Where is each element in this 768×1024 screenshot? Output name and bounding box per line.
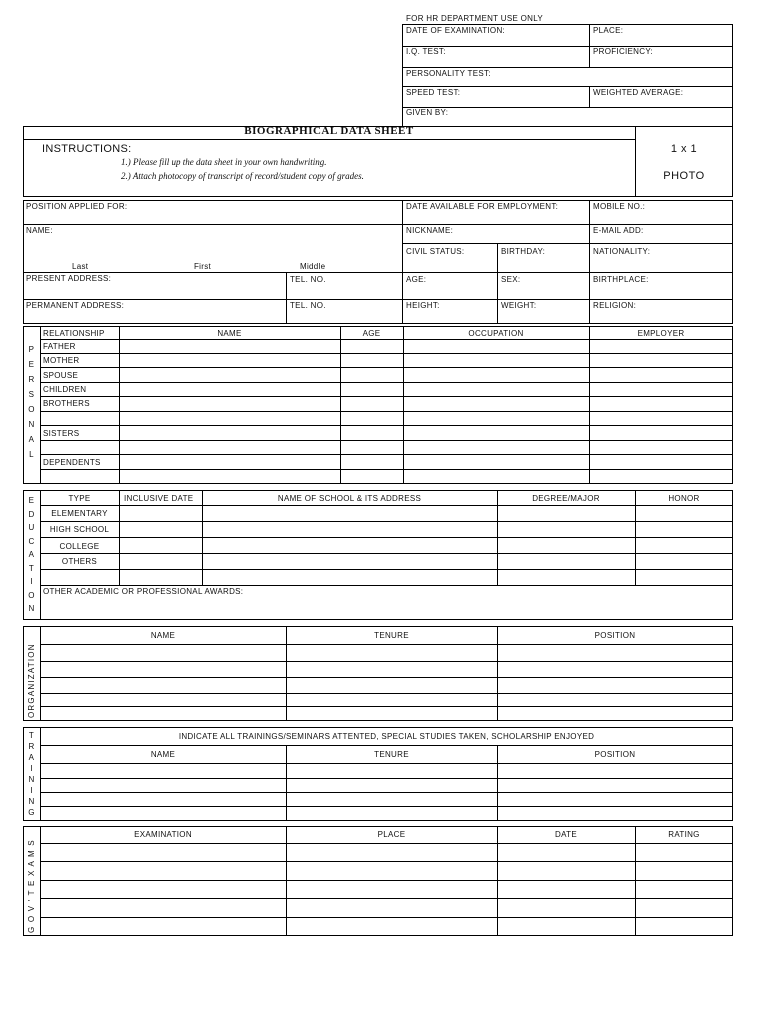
birthday-field[interactable]: BIRTHDAY: <box>501 247 546 256</box>
religion-field[interactable]: RELIGION: <box>593 301 637 310</box>
name-first-caption: First <box>194 262 212 271</box>
govt-exams-side-label: G O V ' T E X A M S <box>27 839 36 933</box>
civil-status-field[interactable]: CIVIL STATUS: <box>406 247 465 256</box>
education-header-inclusive-date: INCLUSIVE DATE <box>124 494 194 503</box>
organization-header-tenure: TENURE <box>374 631 409 640</box>
weight-field[interactable]: WEIGHT: <box>501 301 537 310</box>
education-header-school: NAME OF SCHOOL & ITS ADDRESS <box>277 494 422 503</box>
hr-personality-test[interactable]: PERSONALITY TEST: <box>406 69 491 78</box>
family-header-age: AGE <box>362 329 381 338</box>
hr-proficiency[interactable]: PROFICIENCY: <box>593 47 654 56</box>
hr-section-title: FOR HR DEPARTMENT USE ONLY <box>406 14 544 23</box>
education-row-high-school: HIGH SCHOOL <box>49 525 110 534</box>
personal-side-label: P E R S O N A L <box>28 345 35 459</box>
age-field[interactable]: AGE: <box>406 275 427 284</box>
instruction-2: 2.) Attach photocopy of transcript of record/student copy of grades. <box>121 171 364 181</box>
other-awards-field[interactable]: OTHER ACADEMIC OR PROFESSIONAL AWARDS: <box>43 587 244 596</box>
hr-iq-test[interactable]: I.Q. TEST: <box>406 47 446 56</box>
family-row-brothers: BROTHERS <box>43 399 90 408</box>
education-side-label: E D U C A T I O N <box>28 496 35 613</box>
family-header-occupation: OCCUPATION <box>468 329 524 338</box>
exams-header-place: PLACE <box>377 830 406 839</box>
nickname-field[interactable]: NICKNAME: <box>406 226 454 235</box>
email-field[interactable]: E-MAIL ADD: <box>593 226 644 235</box>
family-header-employer: EMPLOYER <box>637 329 685 338</box>
training-header-name: NAME <box>150 750 176 759</box>
sex-field[interactable]: SEX: <box>501 275 521 284</box>
position-applied-field[interactable]: POSITION APPLIED FOR: <box>26 202 128 211</box>
education-header-type: TYPE <box>68 494 91 503</box>
name-last-caption: Last <box>72 262 89 271</box>
education-row-elementary: ELEMENTARY <box>51 509 108 518</box>
hr-date-of-examination[interactable]: DATE OF EXAMINATION: <box>406 26 506 35</box>
education-row-others: OTHERS <box>61 557 98 566</box>
family-row-children: CHILDREN <box>43 385 87 394</box>
family-row-mother: MOTHER <box>43 356 80 365</box>
family-header-name: NAME <box>217 329 242 338</box>
training-note: INDICATE ALL TRAININGS/SEMINARS ATTENTED, SPECIAL STUDIES TAKEN, SCHOLARSHIP ENJOYED <box>178 732 595 741</box>
tel-no-1-field[interactable]: TEL. NO. <box>290 275 326 284</box>
hr-place[interactable]: PLACE: <box>593 26 624 35</box>
training-side-label: T R A I N I N G <box>28 731 35 817</box>
education-row-college: COLLEGE <box>59 542 100 551</box>
organization-side-label: ORGANIZATION <box>27 643 36 718</box>
exams-header-rating: RATING <box>668 830 700 839</box>
permanent-address-field[interactable]: PERMANENT ADDRESS: <box>26 301 125 310</box>
present-address-field[interactable]: PRESENT ADDRESS: <box>26 274 112 283</box>
family-row-dependents: DEPENDENTS <box>43 458 101 467</box>
date-available-field[interactable]: DATE AVAILABLE FOR EMPLOYMENT: <box>406 202 559 211</box>
exams-header-date: DATE <box>555 830 577 839</box>
mobile-field[interactable]: MOBILE NO.: <box>593 202 646 211</box>
birthplace-field[interactable]: BIRTHPLACE: <box>593 275 649 284</box>
training-header-tenure: TENURE <box>374 750 409 759</box>
tel-no-2-field[interactable]: TEL. NO. <box>290 301 326 310</box>
education-header-degree: DEGREE/MAJOR <box>532 494 600 503</box>
organization-header-position: POSITION <box>594 631 636 640</box>
page-title: BIOGRAPHICAL DATA SHEET <box>244 125 414 137</box>
instructions-label: INSTRUCTIONS: <box>42 143 132 155</box>
family-row-father: FATHER <box>43 342 76 351</box>
family-header-relationship: RELATIONSHIP <box>43 329 105 338</box>
photo-size: 1 x 1 <box>670 143 698 155</box>
education-header-honor: HONOR <box>668 494 700 503</box>
hr-given-by[interactable]: GIVEN BY: <box>406 108 449 117</box>
name-field[interactable]: NAME: <box>26 226 53 235</box>
organization-header-name: NAME <box>150 631 176 640</box>
name-middle-caption: Middle <box>300 262 326 271</box>
hr-weighted-average[interactable]: WEIGHTED AVERAGE: <box>593 88 684 97</box>
height-field[interactable]: HEIGHT: <box>406 301 440 310</box>
hr-speed-test[interactable]: SPEED TEST: <box>406 88 461 97</box>
training-header-position: POSITION <box>594 750 636 759</box>
nationality-field[interactable]: NATIONALITY: <box>593 247 651 256</box>
instruction-1: 1.) Please fill up the data sheet in your own handwriting. <box>121 157 327 167</box>
family-row-sisters: SISTERS <box>43 429 80 438</box>
family-row-spouse: SPOUSE <box>43 371 79 380</box>
exams-header-examination: EXAMINATION <box>134 830 192 839</box>
family-table <box>23 326 733 484</box>
education-table <box>23 490 733 620</box>
photo-label: PHOTO <box>663 170 705 182</box>
